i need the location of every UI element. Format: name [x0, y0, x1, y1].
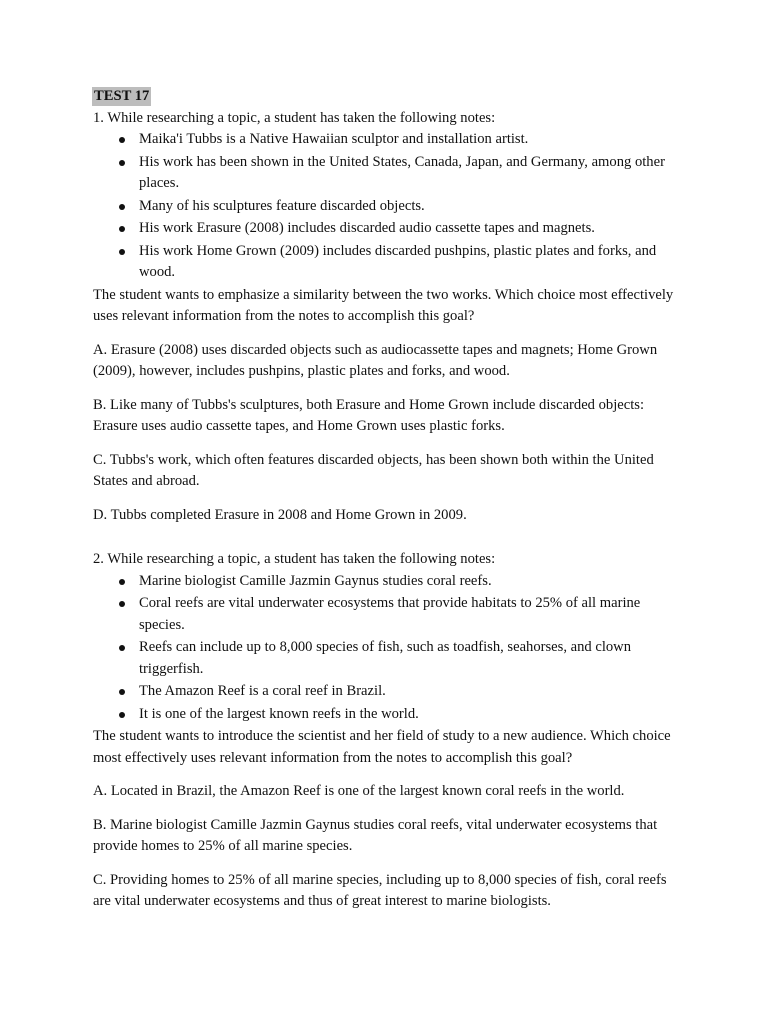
answer-option-c: C. Providing homes to 25% of all marine species, including up to 8,000 species of fish, coral reefs are vital underwater ecosystems and thus of great interest to marine biologists. [93, 871, 667, 909]
note-item: His work Home Grown (2009) includes discarded pushpins, plastic plates and forks, and wood. [139, 241, 683, 284]
question-1 [93, 108, 683, 527]
note-item: Reefs can include up to 8,000 species of fish, such as toadfish, seahorses, and clown triggerfish. [139, 637, 683, 680]
question-1-intro: 1. While researching a topic, a student has taken the following notes: [93, 109, 496, 126]
note-item: His work Erasure (2008) includes discarded audio cassette tapes and magnets. [139, 218, 683, 240]
question-1-notes [93, 129, 683, 284]
answer-option-a: A. Located in Brazil, the Amazon Reef is one of the largest known coral reefs in the world. [93, 783, 625, 799]
question-2-intro: 2. While researching a topic, a student has taken the following notes: [93, 551, 496, 567]
question-2-notes [93, 571, 683, 726]
question-1-prompt: The student wants to emphasize a similarity between the two works. Which choice most effectively uses relevant information from the notes to accomplish this goal? [93, 286, 674, 324]
note-item: His work has been shown in the United States, Canada, Japan, and Germany, among other places. [139, 152, 683, 195]
note-item: Coral reefs are vital underwater ecosystems that provide habitats to 25% of all marine species. [139, 593, 683, 636]
note-item: Many of his sculptures feature discarded objects. [139, 196, 683, 218]
answer-option-d: D. Tubbs completed Erasure in 2008 and Home Grown in 2009. [93, 506, 467, 523]
answer-option-a: A. Erasure (2008) uses discarded objects such as audiocassette tapes and magnets; Home Grown (2009), however, includes pushpins, plastic plates and forks, and wood. [93, 341, 658, 379]
document-page [93, 86, 683, 925]
answer-option-b: B. Marine biologist Camille Jazmin Gaynus studies coral reefs, vital underwater ecosystems that provide homes to 25% of all marine species. [93, 816, 658, 854]
note-item: Marine biologist Camille Jazmin Gaynus studies coral reefs. [139, 571, 683, 593]
note-item: The Amazon Reef is a coral reef in Brazil. [139, 681, 683, 703]
question-2 [93, 549, 683, 913]
note-item: Maika'i Tubbs is a Native Hawaiian sculptor and installation artist. [139, 129, 683, 151]
test-title: TEST 17 [94, 88, 150, 104]
question-2-prompt: The student wants to introduce the scientist and her field of study to a new audience. Which choice most effectively uses relevant information from the notes to accomplish this goal? [93, 728, 671, 766]
note-item: It is one of the largest known reefs in the world. [139, 704, 683, 726]
answer-option-b: B. Like many of Tubbs's sculptures, both Erasure and Home Grown include discarded objects: Erasure uses audio cassette tapes, and Home Grown uses plastic forks. [93, 396, 645, 434]
answer-option-c: C. Tubbs's work, which often features discarded objects, has been shown both within the United States and abroad. [93, 451, 654, 489]
